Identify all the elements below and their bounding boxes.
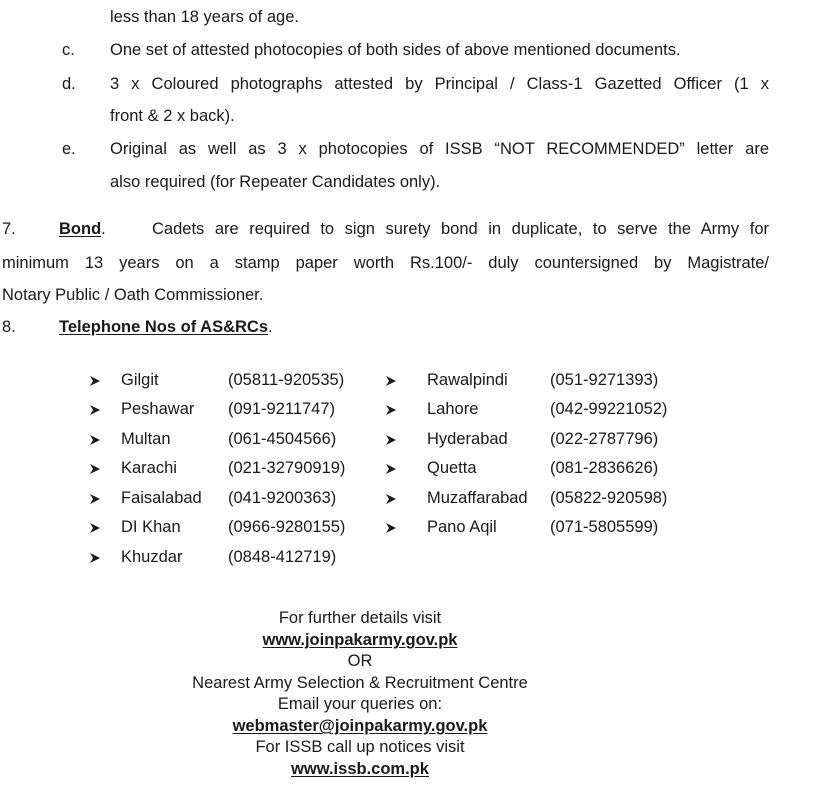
section-number-8: 8. (2, 318, 16, 336)
arrowhead-bullet-icon (88, 521, 102, 535)
list-marker-d: d. (62, 75, 76, 93)
phone-number: (042-99221052) (550, 400, 668, 418)
telephone-heading: Telephone Nos of AS&RCs (59, 318, 269, 336)
bond-heading-period: . (101, 220, 106, 238)
arrowhead-bullet-icon (88, 374, 102, 388)
list-item-e-line2: also required (for Repeater Candidates only). (110, 173, 441, 191)
phone-number: (051-9271393) (550, 371, 659, 389)
city-name: Hyderabad (427, 430, 508, 448)
phone-number: (021-32790919) (228, 459, 346, 477)
arrowhead-bullet-icon (88, 551, 102, 565)
arrowhead-bullet-icon (384, 403, 398, 417)
phone-number: (041-9200363) (228, 489, 337, 507)
city-name: Multan (121, 430, 171, 448)
city-name: Peshawar (121, 400, 195, 418)
city-name: Faisalabad (121, 489, 202, 507)
arrowhead-bullet-icon (88, 403, 102, 417)
footer-issb-text: For ISSB call up notices visit (255, 738, 465, 756)
phone-number: (061-4504566) (228, 430, 337, 448)
telephone-heading-wrap (59, 318, 273, 337)
city-name: Karachi (121, 459, 177, 477)
footer-website-wrap (0, 631, 720, 650)
footer-or-text: OR (347, 652, 373, 670)
list-item-d-line2: front & 2 x back). (110, 107, 235, 125)
issb-website-link[interactable]: www.issb.com.pk (291, 760, 429, 778)
city-name: Quetta (427, 459, 477, 477)
footer-email-wrap (0, 717, 720, 736)
phone-number: (091-9211747) (228, 400, 336, 418)
section-number-7: 7. (2, 220, 16, 238)
list-item-c-text: One set of attested photocopies of both sides of above mentioned documents. (110, 41, 681, 59)
footer-centre-text: Nearest Army Selection & Recruitment Centre (192, 674, 528, 692)
arrowhead-bullet-icon (384, 374, 398, 388)
bond-heading: Bond (59, 220, 102, 238)
city-name: Khuzdar (121, 548, 183, 566)
arrowhead-bullet-icon (384, 521, 398, 535)
telephone-heading-period: . (268, 318, 273, 336)
list-marker-c: c. (62, 41, 75, 59)
phone-number: (071-5805599) (550, 518, 659, 536)
footer-issb-wrap (0, 760, 720, 779)
bond-line-2: minimum 13 years on a stamp paper worth Rs.100/- duly countersigned by Magistrate/ (2, 254, 769, 272)
bond-line-1: Cadets are required to sign surety bond in duplicate, to serve the Army for (152, 220, 769, 238)
email-link[interactable]: webmaster@joinpakarmy.gov.pk (232, 717, 488, 735)
city-name: Lahore (427, 400, 479, 418)
city-name: Muzaffarabad (427, 489, 528, 507)
list-marker-e: e. (62, 140, 76, 158)
arrowhead-bullet-icon (384, 492, 398, 506)
bond-heading-wrap (59, 220, 106, 239)
phone-number: (05811-920535) (228, 371, 345, 389)
footer-email-prompt: Email your queries on: (277, 695, 443, 713)
footer-visit-text: For further details visit (278, 609, 442, 627)
phone-number: (0966-9280155) (228, 518, 346, 536)
arrowhead-bullet-icon (384, 433, 398, 447)
list-item-e-line1: Original as well as 3 x photocopies of ISSB “NOT RECOMMENDED” letter are (110, 140, 769, 158)
list-item-d-line1: 3 x Coloured photographs attested by Principal / Class-1 Gazetted Officer (1 x (110, 75, 769, 93)
phone-number: (022-2787796) (550, 430, 659, 448)
continued-text: less than 18 years of age. (110, 8, 299, 26)
arrowhead-bullet-icon (88, 462, 102, 476)
phone-number: (05822-920598) (550, 489, 668, 507)
arrowhead-bullet-icon (88, 492, 102, 506)
bond-line-3: Notary Public / Oath Commissioner. (2, 286, 264, 304)
website-link[interactable]: www.joinpakarmy.gov.pk (262, 631, 458, 649)
city-name: Gilgit (121, 371, 159, 389)
phone-number: (0848-412719) (228, 548, 337, 566)
city-name: Pano Aqil (427, 518, 497, 536)
arrowhead-bullet-icon (384, 462, 398, 476)
city-name: DI Khan (121, 518, 181, 536)
arrowhead-bullet-icon (88, 433, 102, 447)
phone-number: (081-2836626) (550, 459, 659, 477)
city-name: Rawalpindi (427, 371, 508, 389)
